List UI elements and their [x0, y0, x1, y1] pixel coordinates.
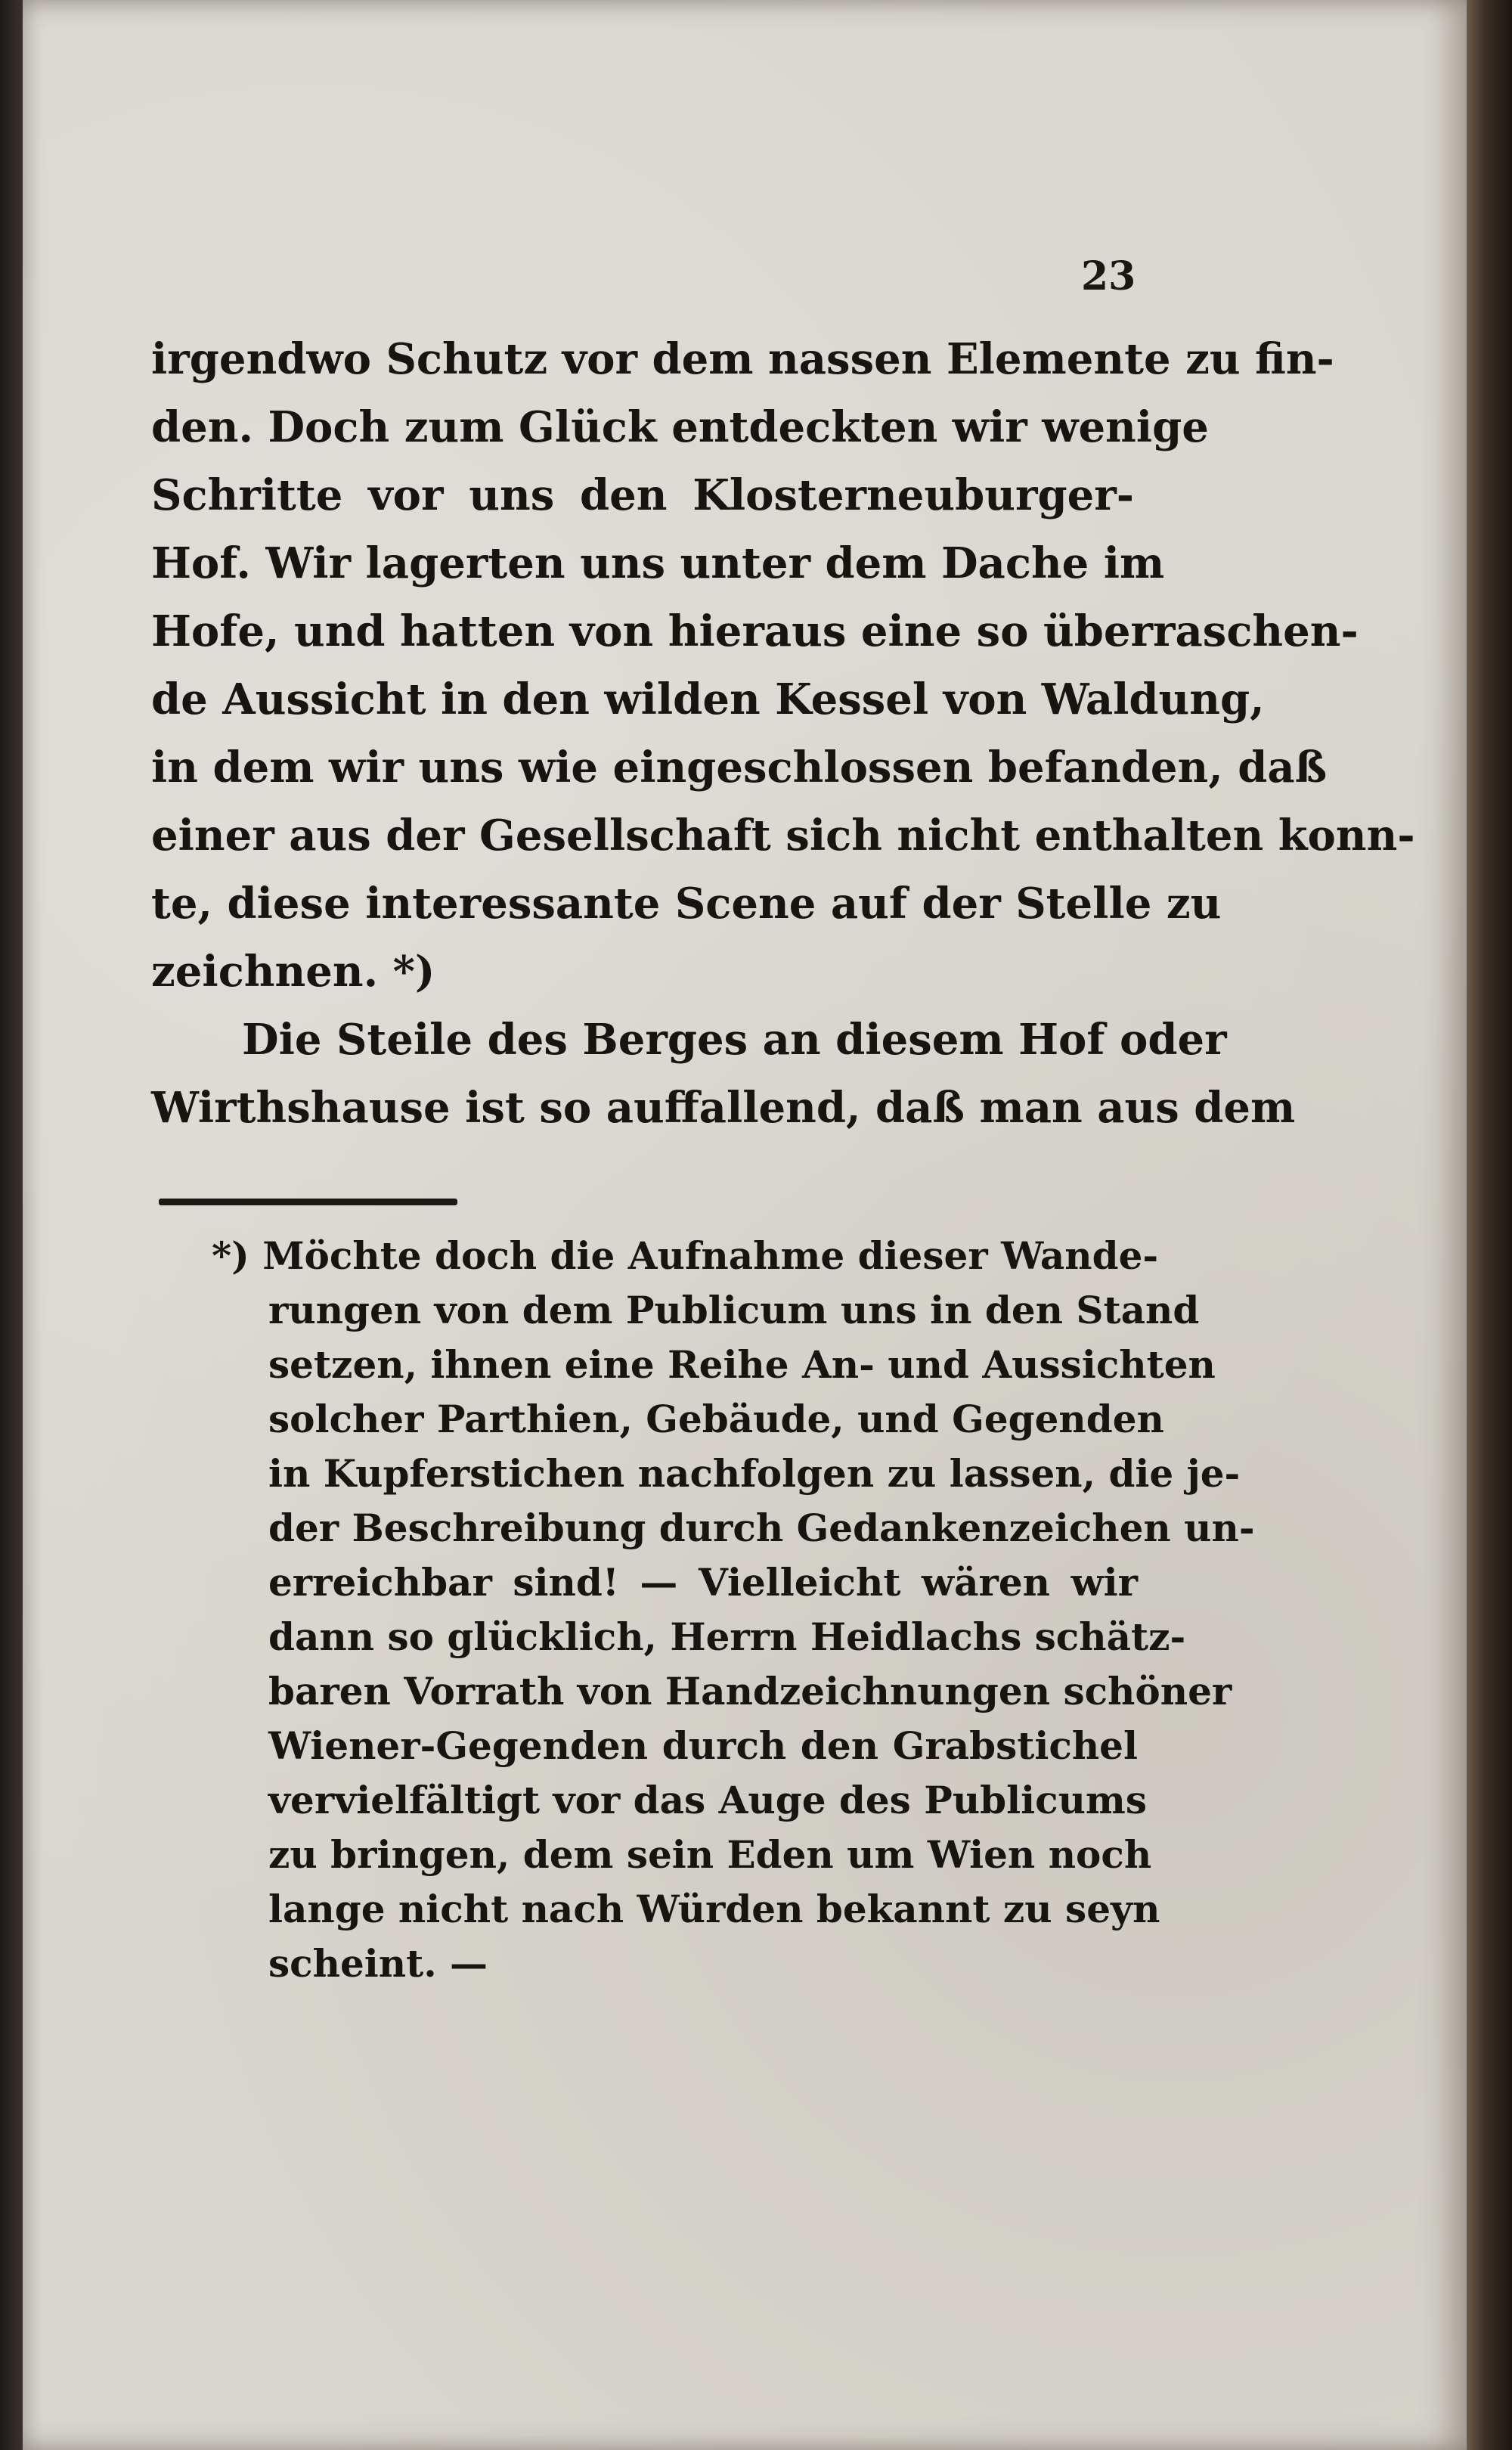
body-text-line: in dem wir uns wie eingeschlossen befanden, daß	[151, 743, 1328, 792]
footnote-line: in Kupferstichen nachfolgen zu lassen, die je-	[268, 1451, 1241, 1496]
footnote-line: erreichbar sind! — Vielleicht wären wir	[268, 1560, 1138, 1605]
footnote-line: solcher Parthien, Gebäude, und Gegenden	[268, 1397, 1164, 1441]
body-text-line: Die Steile des Berges an diesem Hof oder	[242, 1015, 1227, 1065]
body-text-line: einer aus der Gesellschaft sich nicht enthalten konn-	[151, 811, 1415, 861]
footnote-line: zu bringen, dem sein Eden um Wien noch	[268, 1832, 1152, 1877]
book-gutter-left	[0, 0, 23, 2450]
footnote-line: rungen von dem Publicum uns in den Stand	[268, 1288, 1200, 1332]
body-text-line: Wirthshause ist so auffallend, daß man aus dem	[151, 1083, 1296, 1133]
footnote-separator	[159, 1199, 457, 1205]
footnote-line: dann so glücklich, Herrn Heidlachs schätz-	[268, 1614, 1186, 1659]
footnote-line: scheint. —	[268, 1941, 488, 1986]
footnote-line: der Beschreibung durch Gedankenzeichen un-	[268, 1506, 1255, 1550]
body-text-line: irgendwo Schutz vor dem nassen Elemente zu fin-	[151, 334, 1334, 384]
body-text-line: de Aussicht in den wilden Kessel von Waldung,	[151, 675, 1265, 724]
footnote-line: *) Möchte doch die Aufnahme dieser Wande-	[212, 1233, 1159, 1278]
body-text-line: te, diese interessante Scene auf der Stelle zu	[151, 879, 1222, 929]
book-page-edge-right	[1467, 0, 1512, 2450]
body-text-line: Hof. Wir lagerten uns unter dem Dache im	[151, 538, 1165, 588]
footnote-line: vervielfältigt vor das Auge des Publicums	[268, 1778, 1147, 1822]
footnote-line: setzen, ihnen eine Reihe An- und Aussichten	[268, 1342, 1216, 1387]
footnote-line: Wiener-Gegenden durch den Grabstichel	[268, 1723, 1138, 1768]
footnote-line: lange nicht nach Würden bekannt zu seyn	[268, 1887, 1160, 1931]
body-text-line: Schritte vor uns den Klosterneuburger-	[151, 470, 1134, 520]
body-text-line: den. Doch zum Glück entdeckten wir wenige	[151, 402, 1209, 452]
footnote-line: baren Vorrath von Handzeichnungen schöner	[268, 1669, 1232, 1713]
body-text-line: Hofe, und hatten von hieraus eine so überraschen-	[151, 606, 1359, 656]
body-text-line: zeichnen. *)	[151, 947, 435, 997]
page-number: 23	[1081, 253, 1136, 299]
